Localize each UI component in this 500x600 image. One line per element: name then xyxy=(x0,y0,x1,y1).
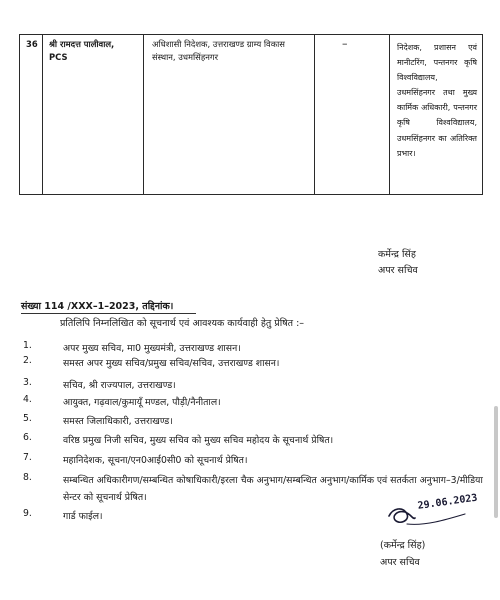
officer-name-text: श्री रामदत्त पालीवाल, xyxy=(49,39,115,49)
list-item-number: 4. xyxy=(23,394,32,405)
list-item-text: समस्त जिलाधिकारी, उत्तराखण्ड। xyxy=(63,416,173,427)
column-divider xyxy=(314,35,315,194)
list-item-text: वरिष्ठ प्रमुख निजी सचिव, मुख्य सचिव को मुख्य सचिव महोदय के सूचनार्थ प्रेषित। xyxy=(63,435,334,446)
list-item-number: 2. xyxy=(23,355,32,366)
column-divider xyxy=(143,35,144,194)
list-item-text: महानिदेशक, सूचना/एन0आई0सी0 को सूचनार्थ प्रेषित। xyxy=(63,455,248,466)
blank-column: – xyxy=(342,37,348,50)
reference-number: संख्या 114 /XXX–1–2023, तद्दिनांक। xyxy=(21,301,174,312)
list-item-number: 5. xyxy=(23,413,32,424)
list-item-number: 9. xyxy=(23,508,32,519)
list-item-text: समस्त अपर मुख्य सचिव/प्रमुख सचिव/सचिव, उत्तराखण्ड शासन। xyxy=(63,358,280,369)
list-item-number: 6. xyxy=(23,432,32,443)
officer-table-row xyxy=(19,34,483,195)
list-item-text: सचिव, श्री राज्यपाल, उत्तराखण्ड। xyxy=(63,380,176,391)
signatory-designation: अपर सचिव xyxy=(378,265,418,276)
officer-name xyxy=(49,38,141,64)
copy-intro: प्रतिलिपि निम्नलिखित को सूचनार्थ एवं आवश्यक कार्यवाही हेतु प्रेषित :– xyxy=(60,318,305,329)
list-item-text: आयुक्त, गढ़वाल/कुमायूँ मण्डल, पौड़ी/नैनीताल। xyxy=(63,397,221,408)
serial-number: 36 xyxy=(26,39,38,49)
additional-charge: निदेशक, प्रशासन एवं मानीटरिंग, पन्तनगर कृषि विश्वविद्यालय, उधमसिंहनगर तथा मुख्य कार्मिक अधिकारी, पन्तनगर कृषि विश्वविद्यालय, उधमसिंहनगर का अतिरिक्त प्रभार। xyxy=(397,43,477,158)
handwritten-date: 29.06.2023 xyxy=(417,492,479,512)
officer-service: PCS xyxy=(49,52,68,63)
list-item-text: अपर मुख्य सचिव, मा0 मुख्यमंत्री, उत्तराखण्ड शासन। xyxy=(63,343,241,354)
signatory-designation: अपर सचिव xyxy=(380,557,420,568)
list-item-number: 8. xyxy=(23,472,32,483)
reference-underline xyxy=(21,313,196,314)
signatory-block-bottom xyxy=(380,537,425,571)
list-item-text: गार्ड फाईल। xyxy=(63,511,103,522)
list-item-number: 7. xyxy=(23,452,32,463)
officer-post: अधिशासी निदेशक, उत्तराखण्ड ग्राम्य विकास संस्थान, उधमसिंहनगर xyxy=(152,39,285,63)
column-divider xyxy=(389,35,390,194)
list-item-text: सम्बन्धित अधिकारीगण/सम्बन्धित कोषाधिकारी/इरला चैक अनुभाग/सम्बन्धित अनुभाग/कार्मिक एवं सतर्कता अनुभाग–3/मीडिया सेन्टर को सूचनार्थ प्रेषित। xyxy=(63,475,483,503)
list-item-number: 3. xyxy=(23,377,32,388)
signatory-name: कर्मेन्द्र सिंह xyxy=(378,249,416,260)
column-divider xyxy=(42,35,43,194)
signatory-name: (कर्मेन्द्र सिंह) xyxy=(380,540,426,551)
signatory-block-top xyxy=(378,247,418,279)
list-item-number: 1. xyxy=(23,340,32,351)
